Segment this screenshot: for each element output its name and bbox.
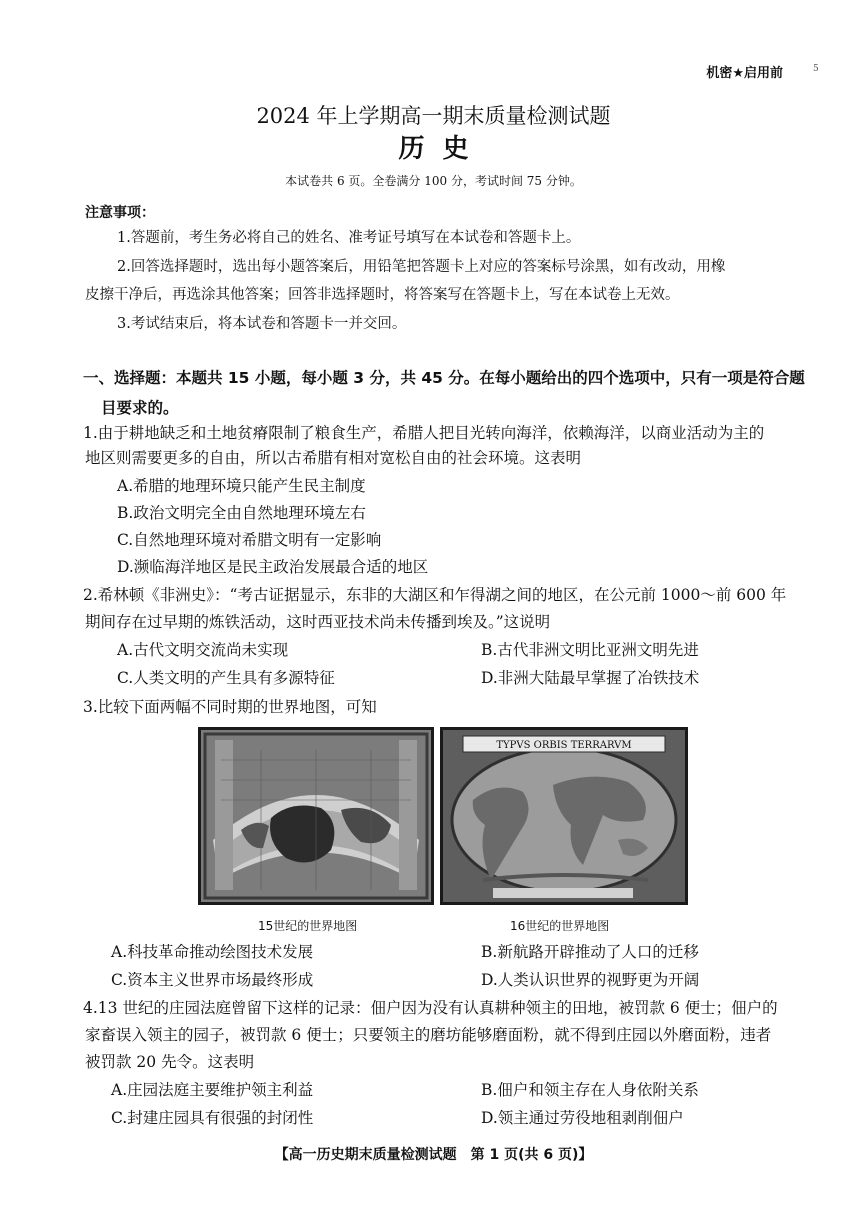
corner-mark: 5: [813, 64, 819, 74]
q3-option-c: C.资本主义世界市场最终形成: [111, 971, 314, 989]
q2-option-c: C.人类文明的产生具有多源特征: [117, 669, 335, 687]
q1-option-b: B.政治文明完全由自然地理环境左右: [117, 504, 366, 522]
notice-line-2: 2.回答选择题时，选出每小题答案后，用铅笔把答题卡上对应的答案标号涂黑，如有改动，用橡: [117, 259, 726, 275]
q4-option-c: C.封建庄园具有很强的封闭性: [111, 1109, 314, 1127]
notice-heading: 注意事项：: [85, 205, 155, 221]
q1-option-c: C.自然地理环境对希腊文明有一定影响: [117, 531, 382, 549]
map-16th-century-image: [440, 727, 688, 905]
q1-stem-2: 地区则需要更多的自由，所以古希腊有相对宽松自由的社会环境。这表明: [85, 449, 582, 467]
q4-option-b: B.佃户和领主存在人身依附关系: [481, 1081, 699, 1099]
q3-option-b: B.新航路开辟推动了人口的迁移: [481, 943, 699, 961]
section-heading: 一、选择题：本题共 15 小题，每小题 3 分，共 45 分。在每小题给出的四个选项中，只有一项是符合题: [83, 369, 805, 387]
subject-title: 历史: [398, 134, 487, 164]
map2-caption: 16世纪的世界地图: [510, 919, 610, 933]
map-15th-century-image: [198, 727, 434, 905]
page-footer: 【高一历史期末质量检测试题 第 1 页(共 6 页)】: [274, 1147, 593, 1163]
q3-option-d: D.人类认识世界的视野更为开阔: [481, 971, 700, 989]
notice-line-3: 皮擦干净后，再选涂其他答案；回答非选择题时，将答案写在答题卡上，写在本试卷上无效。: [85, 287, 680, 303]
confidential-label: 机密★启用前: [706, 66, 783, 81]
q2-stem-1: 2.希林顿《非洲史》：“考古证据显示，东非的大湖区和乍得湖之间的地区，在公元前 1000～前 600 年: [83, 586, 787, 604]
q4-stem-1: 4.13 世纪的庄园法庭曾留下这样的记录：佃户因为没有认真耕种领主的田地，被罚款 6 便士；佃户的: [83, 999, 778, 1017]
notice-line-1: 1.答题前，考生务必将自己的姓名、准考证号填写在本试卷和答题卡上。: [117, 230, 581, 246]
q4-option-d: D.领主通过劳役地租剥削佃户: [481, 1109, 684, 1127]
q2-option-d: D.非洲大陆最早掌握了冶铁技术: [481, 669, 700, 687]
map1-caption: 15世纪的世界地图: [258, 919, 358, 933]
q3-option-a: A.科技革命推动绘图技术发展: [111, 943, 314, 961]
q2-stem-2: 期间存在过早期的炼铁活动，这时西亚技术尚未传播到埃及。”这说明: [85, 613, 551, 631]
q2-option-b: B.古代非洲文明比亚洲文明先进: [481, 641, 699, 659]
map2-banner-text: TYPVS ORBIS TERRARVM: [496, 740, 632, 751]
q4-stem-2: 家畜误入领主的园子，被罚款 6 便士；只要领主的磨坊能够磨面粉，就不得到庄园以外磨面粉，违者: [85, 1026, 772, 1044]
notice-line-4: 3.考试结束后，将本试卷和答题卡一并交回。: [117, 316, 407, 332]
section-heading-cont: 目要求的。: [101, 399, 179, 417]
q1-stem-1: 1.由于耕地缺乏和土地贫瘠限制了粮食生产，希腊人把目光转向海洋，依赖海洋，以商业活动为主的: [83, 424, 765, 442]
q2-option-a: A.古代文明交流尚未实现: [117, 641, 289, 659]
exam-info: 本试卷共 6 页。全卷满分 100 分，考试时间 75 分钟。: [285, 174, 582, 188]
q3-stem: 3.比较下面两幅不同时期的世界地图，可知: [83, 698, 377, 716]
exam-title: 2024 年上学期高一期末质量检测试题: [256, 104, 611, 128]
q1-option-d: D.濒临海洋地区是民主政治发展最合适的地区: [117, 558, 429, 576]
q1-option-a: A.希腊的地理环境只能产生民主制度: [117, 477, 366, 495]
q4-stem-3: 被罚款 20 先令。这表明: [85, 1053, 255, 1071]
q4-option-a: A.庄园法庭主要维护领主利益: [111, 1081, 314, 1099]
